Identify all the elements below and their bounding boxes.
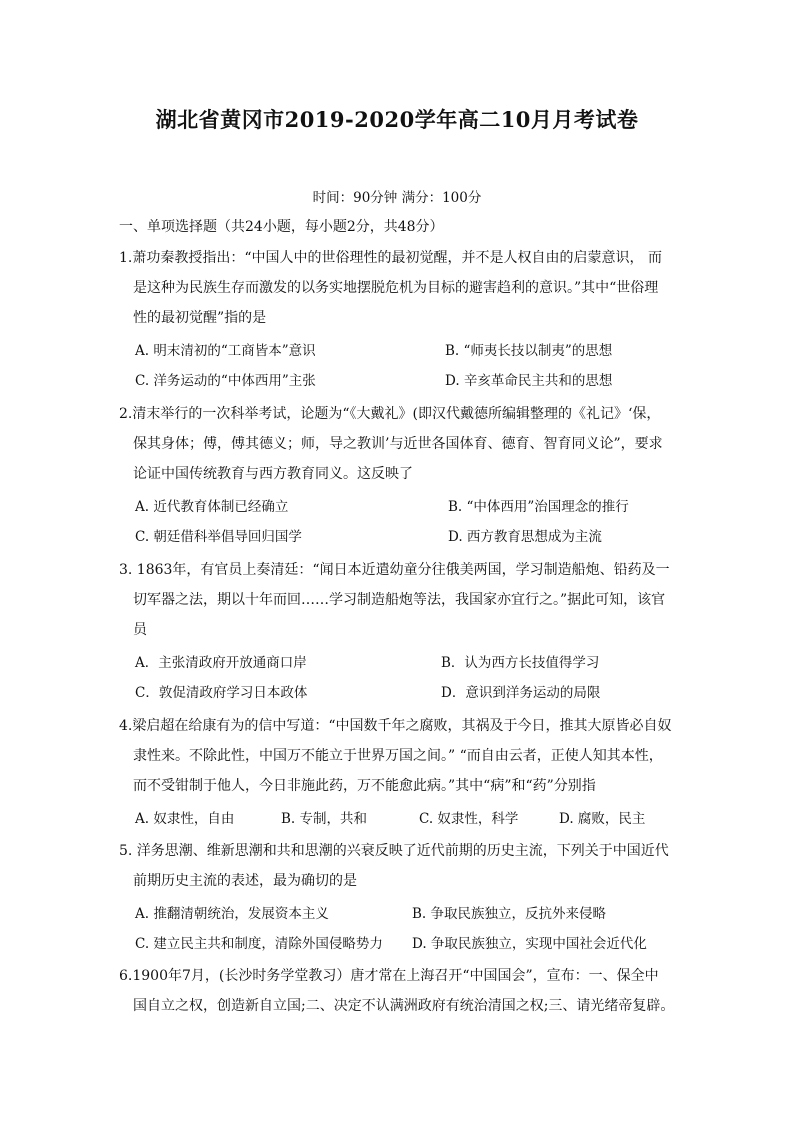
option-a[interactable]: A. 奴隶性，自由: [135, 811, 235, 827]
option-b[interactable]: B. “师夷长技以制夷”的思想: [445, 343, 613, 359]
page-title: 湖北省黄冈市2019-2020学年高二10月月考试卷: [155, 107, 639, 132]
option-c[interactable]: C．敦促清政府学习日本政体: [135, 685, 308, 701]
option-c[interactable]: C. 朝廷借科举倡导回归国学: [135, 529, 302, 545]
option-a[interactable]: A. 推翻清朝统治，发展资本主义: [135, 906, 329, 922]
option-a[interactable]: A．主张清政府开放通商口岸: [135, 655, 307, 671]
question-stem-line: 论证中国传统教育与西方教育同义。这反映了: [133, 466, 413, 482]
question-stem-line: 切军器之法，期以十年而回……学习制造船炮等法，我国家亦宜行之。”据此可知，该官: [133, 592, 666, 608]
question-5: [119, 836, 679, 896]
option-d[interactable]: D. 腐败，民主: [559, 811, 646, 827]
option-c[interactable]: C. 建立民主共和制度，清除外国侵略势力: [135, 936, 383, 952]
option-b[interactable]: B. 专制，共和: [281, 811, 368, 827]
option-b[interactable]: B．认为西方长技值得学习: [441, 655, 600, 671]
option-b[interactable]: B. 争取民族独立，反抗外来侵略: [412, 906, 607, 922]
option-d[interactable]: D. 西方教育思想成为主流: [448, 529, 602, 545]
question-stem-line: 3. 1863年，有官员上奏清廷：“闻日本近遣幼童分往俄美两国，学习制造船炮、铅药及一: [119, 562, 670, 578]
question-stem-line: 2.清末举行的一次科举考试，论题为“《大戴礼》(即汉代戴德所编辑整理的《礼记》‘保，: [119, 406, 661, 422]
question-stem-line: 性的最初觉醒”指的是: [133, 310, 267, 326]
question-stem-line: 5. 洋务思潮、维新思潮和共和思潮的兴衰反映了近代前期的历史主流，下列关于中国近代: [119, 843, 669, 859]
question-stem-line: 保其身体；傅，傅其德义；师，导之教训’与近世各国体育、德育、智育同义论”，要求: [133, 436, 663, 452]
question-stem-line: 国自立之权，创造新自立国;二、决定不认满洲政府有统治清国之权;三、请光绪帝复辟。: [133, 998, 675, 1014]
question-stem-line: 而不受钳制于他人，今日非施此药，万不能愈此病。”其中“病”和“药”分别指: [133, 778, 596, 794]
question-stem-line: 4.梁启超在给康有为的信中写道：“中国数千年之腐败，其祸及于今日，推其大原皆必自奴: [119, 718, 672, 734]
option-a[interactable]: A. 近代教育体制已经确立: [135, 499, 289, 515]
question-3: [119, 555, 679, 645]
question-stem-line: 隶性来。不除此性，中国万不能立于世界万国之间。” “而自由云者，正使人知其本性，: [133, 748, 663, 764]
option-d[interactable]: D. 辛亥革命民主共和的思想: [445, 373, 613, 389]
option-d[interactable]: D．意识到洋务运动的局限: [441, 685, 601, 701]
question-stem-line: 6.1900年7月，(长沙时务学堂教习）唐才常在上海召开“中国国会”，宣布：一、保全中: [119, 968, 659, 984]
question-1: [119, 243, 679, 333]
option-a[interactable]: A. 明末清初的“工商皆本”意识: [135, 343, 316, 359]
section-heading: 一、单项选择题（共24小题，每小题2分，共48分）: [119, 219, 444, 235]
question-2: [119, 399, 679, 489]
question-stem-line: 是这种为民族生存而激发的以务实地摆脱危机为目标的避害趋利的意识。”其中“世俗理: [133, 280, 659, 296]
question-4: [119, 711, 679, 801]
option-c[interactable]: C. 奴隶性，科学: [419, 811, 519, 827]
question-6: [119, 961, 679, 1021]
question-stem-line: 前期历史主流的表述，最为确切的是: [133, 873, 357, 889]
option-d[interactable]: D. 争取民族独立，实现中国社会近代化: [412, 936, 647, 952]
option-b[interactable]: B. “中体西用”治国理念的推行: [448, 499, 629, 515]
question-stem-line: 1.萧功秦教授指出：“中国人中的世俗理性的最初觉醒，并不是人权自由的启蒙意识， 而: [119, 250, 662, 266]
exam-info: 时间：90分钟 满分：100分: [312, 190, 482, 206]
question-stem-line: 员: [133, 622, 147, 638]
option-c[interactable]: C. 洋务运动的“中体西用”主张: [135, 373, 316, 389]
